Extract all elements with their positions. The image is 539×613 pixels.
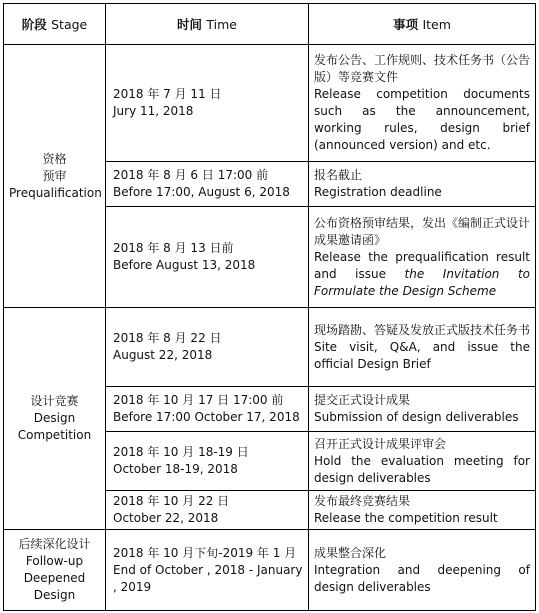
- time-en: October 22, 2018: [113, 511, 219, 525]
- item-cn: 提交正式设计成果: [314, 393, 411, 407]
- stage-label-cn: 预审: [42, 168, 67, 183]
- time-cn: 2018 年 7 月 11 日: [113, 87, 222, 101]
- stage-label-en: Competition: [17, 428, 92, 442]
- stage-cell-design-competition: [4, 308, 106, 530]
- time-cn: 2018 年 10 月 22 日: [113, 494, 230, 508]
- item-en: Release the competition result: [314, 511, 498, 525]
- time-cell: [106, 432, 309, 491]
- item-en: Registration deadline: [314, 185, 442, 199]
- time-en: August 22, 2018: [113, 348, 213, 362]
- time-en: Jury 11, 2018: [113, 104, 194, 118]
- stage-label-en: Follow-up: [25, 554, 84, 568]
- item-cell: [309, 308, 536, 387]
- time-cn: 2018 年 10 月 18-19 日: [113, 445, 249, 459]
- time-cell: [106, 491, 309, 530]
- header-stage-cn: 阶段: [21, 16, 47, 32]
- item-cn: 发布公告、工作规则、技术任务书（公告版）等竞赛文件: [314, 53, 531, 84]
- item-en: Submission of design deliverables: [314, 410, 519, 424]
- item-en: Integration and deepening of design deliverables: [314, 562, 530, 594]
- time-cell: [106, 45, 309, 162]
- stage-label-en: Prequalification: [9, 185, 102, 200]
- item-cn: 报名截止: [314, 168, 363, 182]
- item-cell: [309, 432, 536, 491]
- schedule-table: [3, 3, 536, 611]
- time-cell: [106, 308, 309, 387]
- header-row: [4, 4, 536, 45]
- stage-label-cn: 设计竞赛: [30, 394, 79, 408]
- item-cell: [309, 491, 536, 530]
- stage-label-en: Deepened: [23, 571, 86, 585]
- item-cell: [309, 530, 536, 611]
- item-cell: [309, 45, 536, 162]
- time-cell: [106, 530, 309, 611]
- time-en: Before 17:00 October 17, 2018: [113, 410, 300, 424]
- table-row: [4, 308, 536, 387]
- header-item: [309, 4, 536, 45]
- time-cell: [106, 207, 309, 308]
- item-cell: [309, 162, 536, 207]
- time-en: End of October , 2018 - January , 2019: [113, 562, 303, 594]
- item-en: Release the prequalification result and issue: [314, 249, 530, 281]
- item-en-block: [314, 249, 530, 300]
- item-cn: 现场踏勘、答疑及发放正式版技术任务书: [314, 322, 531, 337]
- item-cell: [309, 207, 536, 308]
- time-cn: 2018 年 10 月下旬-2019 年 1 月: [113, 545, 297, 560]
- time-cell: [106, 387, 309, 432]
- time-en: Before 17:00, August 6, 2018: [113, 185, 290, 199]
- header-item-cn: 事项: [393, 16, 419, 32]
- stage-label-cn: 后续深化设计: [18, 537, 91, 551]
- item-cn: 公布资格预审结果，发出《编制正式设计成果邀请函》: [314, 215, 531, 247]
- time-cn: 2018 年 8 月 22 日: [113, 331, 222, 345]
- item-en-italic: the Invitation to Formulate the Design Scheme: [314, 266, 531, 298]
- table-row: [4, 45, 536, 162]
- item-cn: 发布最终竞赛结果: [314, 494, 411, 508]
- stage-label-en: Design: [33, 411, 76, 425]
- stage-label-cn: 资格: [42, 151, 67, 166]
- item-en: Site visit, Q&A, and issue the official Design Brief: [314, 339, 530, 371]
- header-stage: [4, 4, 106, 45]
- time-cn: 2018 年 10 月 17 日 17:00 前: [113, 393, 284, 407]
- time-cn: 2018 年 8 月 6 日 17:00 前: [113, 168, 269, 182]
- time-cell: [106, 162, 309, 207]
- item-cn: 成果整合深化: [314, 545, 387, 560]
- time-cn: 2018 年 8 月 13 日前: [113, 241, 234, 255]
- header-time-en: Time: [206, 16, 237, 32]
- stage-label-en: Design: [33, 588, 76, 602]
- header-time-cn: 时间: [177, 16, 203, 32]
- item-cell: [309, 387, 536, 432]
- header-item-en: Item: [422, 16, 451, 32]
- table-row: [4, 530, 536, 611]
- item-en: Release competition documents such as the announcement, working rules, design brief (announced version) and etc.: [314, 87, 530, 152]
- item-en: Hold the evaluation meeting for design deliverables: [314, 453, 530, 485]
- stage-cell-prequalification: [4, 45, 106, 308]
- item-cn: 召开正式设计成果评审会: [314, 436, 447, 451]
- stage-cell-follow-up: [4, 530, 106, 611]
- time-en: Before August 13, 2018: [113, 258, 256, 272]
- time-en: October 18-19, 2018: [113, 462, 238, 476]
- header-stage-en: Stage: [51, 16, 88, 32]
- header-time: [106, 4, 309, 45]
